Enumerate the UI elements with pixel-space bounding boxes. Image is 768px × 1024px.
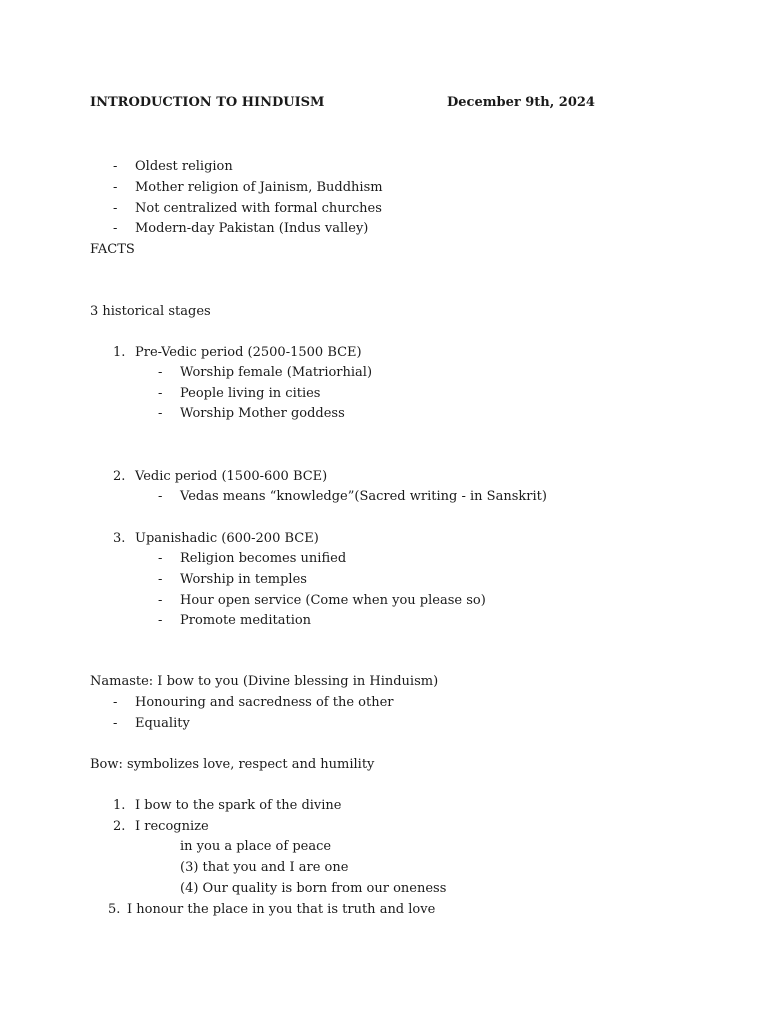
list-item: Modern-day Pakistan (Indus valley) <box>135 221 369 236</box>
list-item: I honour the place in you that is truth and love <box>127 902 436 917</box>
bullet-dash: - <box>113 695 118 710</box>
namaste-heading: Namaste: I bow to you (Divine blessing in Hinduism) <box>90 674 439 689</box>
bullet-dash: - <box>158 406 163 421</box>
bow-heading: Bow: symbolizes love, respect and humility <box>90 757 375 772</box>
list-item: Honouring and sacredness of the other <box>135 695 394 710</box>
list-item: I recognize <box>135 819 209 834</box>
list-item: Hour open service (Come when you please so) <box>180 593 486 608</box>
sub-line: in you a place of peace <box>180 839 332 854</box>
bullet-dash: - <box>158 551 163 566</box>
bullet-dash: - <box>158 572 163 587</box>
list-item: Religion becomes unified <box>180 551 347 566</box>
bullet-dash: - <box>113 201 118 216</box>
sub-line: (4) Our quality is born from our oneness <box>180 881 447 896</box>
bullet-dash: - <box>158 365 163 380</box>
stage-title: Pre-Vedic period (2500-1500 BCE) <box>135 345 362 360</box>
list-item: Worship Mother goddess <box>180 406 345 421</box>
list-item: Promote meditation <box>180 613 312 628</box>
list-item: People living in cities <box>180 386 321 401</box>
bullet-dash: - <box>158 489 163 504</box>
list-item: I bow to the spark of the divine <box>135 798 342 813</box>
list-item: Not centralized with formal churches <box>135 201 382 216</box>
item-number: 5. <box>108 902 121 917</box>
bullet-dash: - <box>113 180 118 195</box>
stage-number: 2. <box>113 469 126 484</box>
sub-line: (3) that you and I are one <box>180 860 349 875</box>
bullet-dash: - <box>158 613 163 628</box>
stage-title: Vedic period (1500-600 BCE) <box>135 469 328 484</box>
list-item: Worship in temples <box>180 572 307 587</box>
bullet-dash: - <box>158 386 163 401</box>
bullet-dash: - <box>113 221 118 236</box>
stage-title: Upanishadic (600-200 BCE) <box>135 531 319 546</box>
item-number: 1. <box>113 798 126 813</box>
bullet-dash: - <box>113 159 118 174</box>
list-item: Oldest religion <box>135 159 233 174</box>
list-item: Worship female (Matriorhial) <box>180 365 373 380</box>
bullet-dash: - <box>158 593 163 608</box>
list-item: Vedas means “knowledge”(Sacred writing - in Sanskrit) <box>180 489 547 504</box>
stages-heading: 3 historical stages <box>90 304 211 319</box>
facts-label: FACTS <box>90 242 135 257</box>
stage-number: 3. <box>113 531 126 546</box>
list-item: Mother religion of Jainism, Buddhism <box>135 180 383 195</box>
page-date: December 9th, 2024 <box>447 95 595 110</box>
list-item: Equality <box>135 716 190 731</box>
bullet-dash: - <box>113 716 118 731</box>
item-number: 2. <box>113 819 126 834</box>
page-title: INTRODUCTION TO HINDUISM <box>90 95 325 110</box>
stage-number: 1. <box>113 345 126 360</box>
